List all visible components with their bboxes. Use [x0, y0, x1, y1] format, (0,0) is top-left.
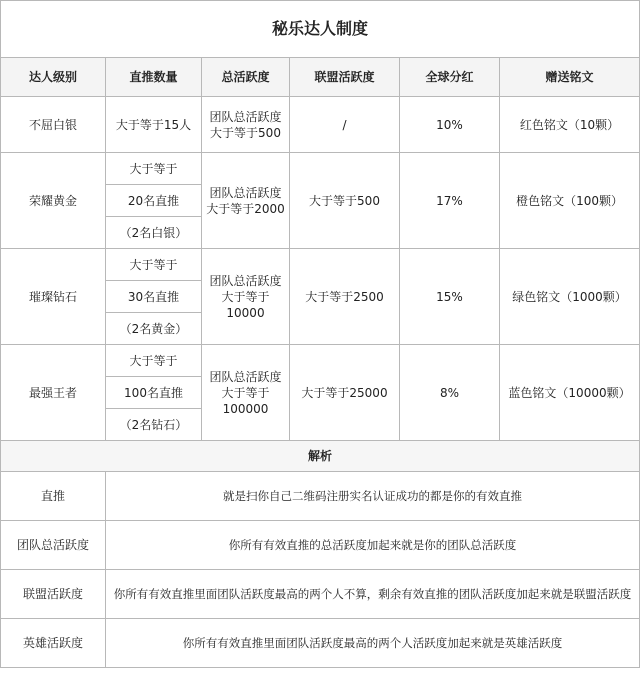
- analysis-header-row: [1, 441, 640, 472]
- definition-row-team: [1, 521, 640, 570]
- definition-text: 你所有有效直推里面团队活跃度最高的两个人不算，剩余有效直推的团队活跃度加起来就是联盟活跃度: [106, 570, 640, 619]
- alliance-activity: /: [290, 97, 400, 153]
- direct-line: 20名直推: [106, 185, 202, 217]
- header-row: [1, 58, 640, 97]
- col-header-gift: 赠送铭文: [500, 58, 640, 97]
- col-header-alliance: 联盟活跃度: [290, 58, 400, 97]
- definition-text: 你所有有效直推的总活跃度加起来就是你的团队总活跃度: [106, 521, 640, 570]
- gift-inscription: 绿色铭文（1000颗）: [500, 249, 640, 345]
- definition-row-direct: [1, 472, 640, 521]
- table-row-silver: [1, 97, 640, 153]
- definition-term: 联盟活跃度: [1, 570, 106, 619]
- table-row-diamond: [1, 249, 640, 281]
- level-name: 最强王者: [1, 345, 106, 441]
- col-header-direct: 直推数量: [106, 58, 202, 97]
- direct-line: 大于等于: [106, 345, 202, 377]
- table-row-king: [1, 345, 640, 377]
- level-name: 不屈白银: [1, 97, 106, 153]
- gift-inscription: 红色铭文（10颗）: [500, 97, 640, 153]
- analysis-title: 解析: [1, 441, 640, 472]
- direct-line: 大于等于: [106, 249, 202, 281]
- total-activity: 团队总活跃度大于等于10000: [202, 249, 290, 345]
- definition-term: 直推: [1, 472, 106, 521]
- definition-term: 英雄活跃度: [1, 619, 106, 668]
- direct-count: 大于等于15人: [106, 97, 202, 153]
- total-activity: 团队总活跃度大于等于500: [202, 97, 290, 153]
- col-header-dividend: 全球分红: [400, 58, 500, 97]
- direct-line: （2名白银）: [106, 217, 202, 249]
- direct-line: 大于等于: [106, 153, 202, 185]
- total-activity: 团队总活跃度大于等于2000: [202, 153, 290, 249]
- alliance-activity: 大于等于25000: [290, 345, 400, 441]
- definition-text: 就是扫你自己二维码注册实名认证成功的都是你的有效直推: [106, 472, 640, 521]
- gift-inscription: 蓝色铭文（10000颗）: [500, 345, 640, 441]
- level-name: 璀璨钻石: [1, 249, 106, 345]
- global-dividend: 17%: [400, 153, 500, 249]
- total-activity: 团队总活跃度大于等于100000: [202, 345, 290, 441]
- definition-term: 团队总活跃度: [1, 521, 106, 570]
- table-title: 秘乐达人制度: [1, 1, 640, 58]
- direct-line: 100名直推: [106, 377, 202, 409]
- alliance-activity: 大于等于500: [290, 153, 400, 249]
- col-header-total: 总活跃度: [202, 58, 290, 97]
- definition-row-hero: [1, 619, 640, 668]
- definition-row-alliance: [1, 570, 640, 619]
- direct-line: （2名黄金）: [106, 313, 202, 345]
- direct-line: （2名钻石）: [106, 409, 202, 441]
- alliance-activity: 大于等于2500: [290, 249, 400, 345]
- gift-inscription: 橙色铭文（100颗）: [500, 153, 640, 249]
- definition-text: 你所有有效直推里面团队活跃度最高的两个人活跃度加起来就是英雄活跃度: [106, 619, 640, 668]
- global-dividend: 15%: [400, 249, 500, 345]
- global-dividend: 8%: [400, 345, 500, 441]
- level-name: 荣耀黄金: [1, 153, 106, 249]
- table-row-gold: [1, 153, 640, 185]
- col-header-level: 达人级别: [1, 58, 106, 97]
- direct-line: 30名直推: [106, 281, 202, 313]
- global-dividend: 10%: [400, 97, 500, 153]
